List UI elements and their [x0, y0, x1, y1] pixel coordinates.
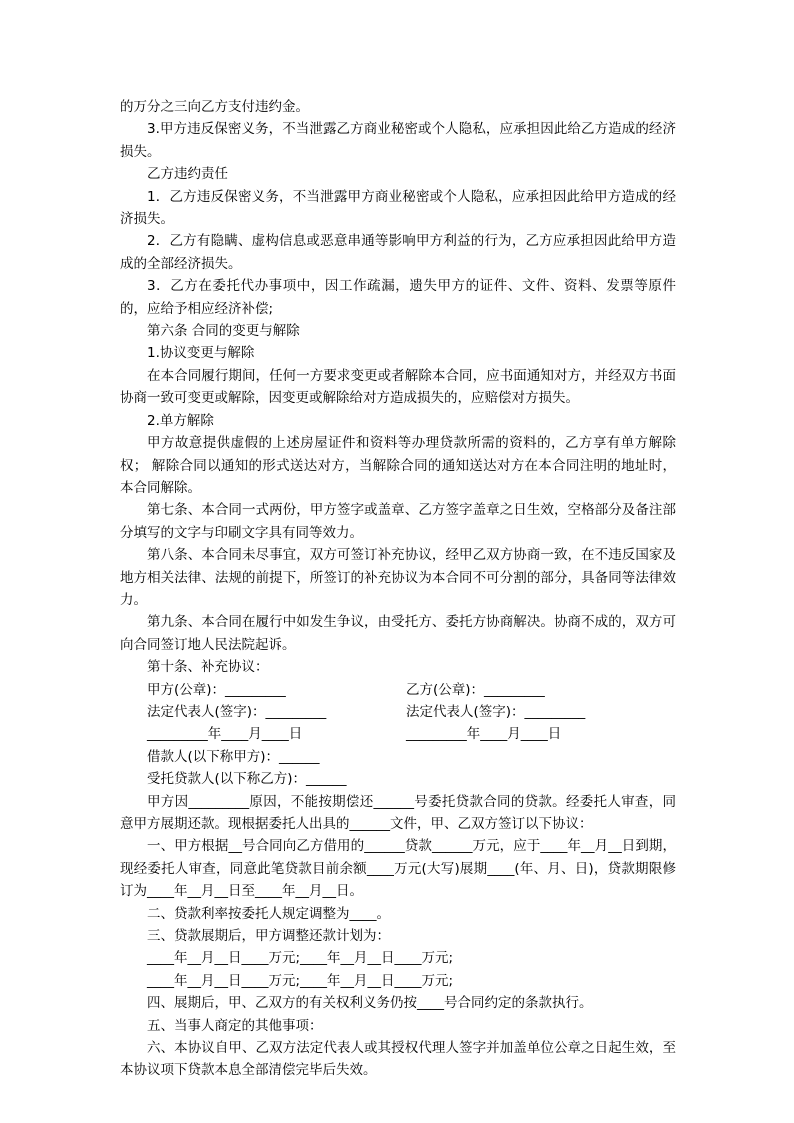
lender-field: 受托贷款人(以下称乙方)：______	[147, 771, 347, 788]
paragraph-penalty-tail: 的万分之三向乙方支付违约金。	[120, 99, 309, 115]
party-b-representative-field: 法定代表人(签字)：_________	[406, 703, 586, 720]
paragraph-clause-4: 四、展期后，甲、乙双方的有关权利义务仍按____号合同约定的条款执行。	[147, 995, 593, 1012]
paragraph-clause-5: 五、当事人商定的其他事项：	[147, 1017, 323, 1034]
paragraph-party-b-confidentiality: 1．乙方违反保密义务，不当泄露甲方商业秘密或个人隐私，应承担因此给甲方造成的经济损失。	[120, 188, 676, 228]
borrower-field: 借款人(以下称甲方)：______	[147, 748, 320, 765]
signature-row-seal	[120, 679, 676, 701]
heading-article-6: 第六条 合同的变更与解除	[147, 323, 300, 340]
paragraph-article-9: 第九条、本合同在履行中如发生争议，由受托方、委托方协商解决。协商不成的，双方可向合同签订地人民法院起诉。	[120, 614, 676, 653]
party-a-date-field: _________年____月____日	[147, 726, 303, 743]
signature-row-representative	[120, 701, 676, 723]
repayment-schedule-line-1: ____年__月__日____万元;____年__月__日____万元;	[147, 950, 454, 967]
party-b-seal-field: 乙方(公章)：_________	[406, 681, 545, 698]
paragraph-unilateral-termination: 甲方故意提供虚假的上述房屋证件和资料等办理贷款所需的资料的，乙方享有单方解除权； 解除合同以通知的形式送达对方，当解除合同的通知送达对方在本合同注明的地址时，本合同解除。	[120, 435, 676, 496]
subheading-amendment: 1.协议变更与解除	[147, 345, 255, 362]
party-a-seal-field: 甲方(公章)：_________	[147, 681, 286, 698]
signature-row-date	[120, 723, 676, 745]
borrower-line	[120, 746, 676, 768]
paragraph-party-a-confidentiality: 3.甲方违反保密义务，不当泄露乙方商业秘密或个人隐私，应承担因此给乙方造成的经济损失。	[120, 121, 676, 160]
party-a-representative-field: 法定代表人(签字)：_________	[147, 703, 327, 720]
paragraph-party-b-negligence: 3．乙方在委托代办事项中，因工作疏漏，遗失甲方的证件、文件、资料、发票等原件的，应给予相应经济补偿;	[120, 278, 676, 317]
paragraph-clause-6: 六、本协议自甲、乙双方法定代表人或其授权代理人签字并加盖单位公章之日起生效，至本协议项下贷款本息全部清偿完毕后失效。	[120, 1039, 676, 1079]
paragraph-clause-2: 二、贷款利率按委托人规定调整为____。	[147, 905, 390, 922]
paragraph-amendment: 在本合同履行期间，任何一方要求变更或者解除本合同，应书面通知对方，并经双方书面协商一致可变更或解除，因变更或解除给对方造成损失的，应赔偿对方损失。	[120, 367, 676, 407]
paragraph-party-b-concealment: 2．乙方有隐瞒、虚构信息或恶意串通等影响甲方利益的行为，乙方应承担因此给甲方造成的全部经济损失。	[120, 233, 676, 272]
heading-party-b-liability: 乙方违约责任	[147, 166, 228, 183]
repayment-schedule-line-2: ____年__月__日____万元;____年__月__日____万元;	[147, 972, 454, 989]
paragraph-clause-1: 一、甲方根据__号合同向乙方借用的______贷款______万元，应于____年__月__日到期，现经委托人审查，同意此笔贷款目前余额____万元(大写)展期____(年、月、日)，贷款期限修订为____年__月__日至____年__月__日。	[120, 838, 676, 900]
subheading-unilateral-termination: 2.单方解除	[147, 412, 214, 429]
contract-body	[120, 96, 676, 1082]
party-b-date-field: _________年____月____日	[406, 726, 562, 743]
paragraph-article-8: 第八条、本合同未尽事宜，双方可签订补充协议，经甲乙双方协商一致，在不违反国家及地方相关法律、法规的前提下，所签订的补充协议为本合同不可分割的部分，具备同等法律效力。	[120, 547, 676, 608]
paragraph-extension-reason: 甲方因_________原因，不能按期偿还______号委托贷款合同的贷款。经委托人审查，同意甲方展期还款。现根据委托人出具的______文件，甲、乙双方签订以下协议：	[120, 793, 676, 832]
lender-line	[120, 768, 676, 790]
heading-article-10: 第十条、补充协议：	[147, 659, 269, 676]
paragraph-article-7: 第七条、本合同一式两份，甲方签字或盖章、乙方签字盖章之日生效，空格部分及备注部分填写的文字与印刷文字具有同等效力。	[120, 502, 676, 541]
paragraph-clause-3: 三、贷款展期后，甲方调整还款计划为：	[147, 927, 390, 944]
